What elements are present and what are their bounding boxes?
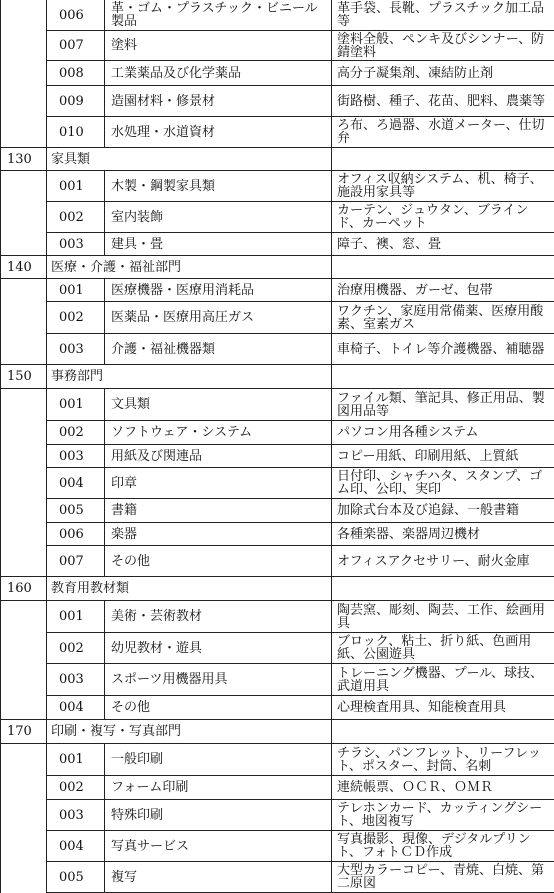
item-description: 心理検査用具、知能検査用具 <box>332 696 554 720</box>
gutter-cell <box>1 389 47 421</box>
item-row <box>1 389 554 421</box>
item-name: フォーム印刷 <box>105 776 332 800</box>
item-row <box>1 279 554 302</box>
gutter-cell <box>1 601 47 633</box>
category-row <box>1 577 554 601</box>
gutter-cell <box>1 279 47 302</box>
gutter-cell <box>1 633 47 664</box>
gutter-cell <box>1 445 47 468</box>
gutter-cell <box>1 696 47 720</box>
gutter-cell <box>1 744 47 776</box>
category-name: 事務部門 <box>47 365 332 389</box>
gutter-cell <box>1 421 47 445</box>
item-row <box>1 31 554 61</box>
item-row <box>1 546 554 577</box>
gutter-cell <box>1 61 47 86</box>
item-row <box>1 862 554 893</box>
item-row <box>1 302 554 334</box>
item-row <box>1 468 554 499</box>
item-name: 用紙及び関連品 <box>105 445 332 468</box>
item-code: 003 <box>47 334 105 365</box>
item-description: 日付印、シャチハタ、スタンプ、ゴム印、公印、実印 <box>332 468 554 499</box>
item-description: テレホンカード、カッティングシート、地図複写 <box>332 800 554 831</box>
item-code: 004 <box>47 468 105 499</box>
item-code: 006 <box>47 0 105 31</box>
category-desc-cell <box>332 148 554 171</box>
item-row <box>1 776 554 800</box>
item-row <box>1 171 554 202</box>
gutter-cell <box>1 468 47 499</box>
gutter-cell <box>1 233 47 256</box>
item-description: ろ布、ろ過器、水道メーター、仕切弁 <box>332 117 554 148</box>
item-name: 介護・福祉機器類 <box>105 334 332 365</box>
item-row <box>1 499 554 523</box>
gutter-cell <box>1 862 47 893</box>
item-description: パソコン用各種システム <box>332 421 554 445</box>
category-row <box>1 720 554 744</box>
item-name: ソフトウェア・システム <box>105 421 332 445</box>
gutter-cell <box>1 202 47 233</box>
category-code: 140 <box>1 256 47 279</box>
category-table-body <box>1 0 554 893</box>
item-description: オフィスアクセサリー、耐火金庫 <box>332 546 554 577</box>
item-code: 001 <box>47 279 105 302</box>
item-description: 高分子凝集剤、凍結防止剤 <box>332 61 554 86</box>
category-desc-cell <box>332 256 554 279</box>
item-code: 007 <box>47 546 105 577</box>
item-name: 医療機器・医療用消耗品 <box>105 279 332 302</box>
item-description: 車椅子、トイレ等介護機器、補聴器 <box>332 334 554 365</box>
item-code: 001 <box>47 389 105 421</box>
item-description: 街路樹、種子、花苗、肥料、農薬等 <box>332 86 554 117</box>
item-description: 連続帳票、ＯＣＲ、ＯＭＲ <box>332 776 554 800</box>
gutter-cell <box>1 302 47 334</box>
item-name: 木製・鋼製家具類 <box>105 171 332 202</box>
category-name: 家具類 <box>47 148 332 171</box>
category-desc-cell <box>332 577 554 601</box>
item-code: 002 <box>47 776 105 800</box>
item-row <box>1 117 554 148</box>
item-name: 造園材料・修景材 <box>105 86 332 117</box>
item-description: ワクチン、家庭用常備薬、医療用酸素、室素ガス <box>332 302 554 334</box>
item-name: その他 <box>105 546 332 577</box>
item-name: 水処理・水道資材 <box>105 117 332 148</box>
item-name: 印章 <box>105 468 332 499</box>
item-row <box>1 86 554 117</box>
item-code: 006 <box>47 523 105 546</box>
item-code: 001 <box>47 601 105 633</box>
item-row <box>1 0 554 31</box>
item-code: 004 <box>47 696 105 720</box>
item-row <box>1 831 554 862</box>
category-row <box>1 256 554 279</box>
item-name: 室内装飾 <box>105 202 332 233</box>
item-row <box>1 664 554 696</box>
gutter-cell <box>1 0 47 31</box>
category-code: 130 <box>1 148 47 171</box>
item-row <box>1 421 554 445</box>
item-description: オフィス収納システム、机、椅子、施設用家具等 <box>332 171 554 202</box>
item-row <box>1 633 554 664</box>
item-code: 005 <box>47 499 105 523</box>
item-code: 003 <box>47 664 105 696</box>
gutter-cell <box>1 546 47 577</box>
category-code: 160 <box>1 577 47 601</box>
item-code: 001 <box>47 744 105 776</box>
item-name: 一般印刷 <box>105 744 332 776</box>
item-code: 001 <box>47 171 105 202</box>
gutter-cell <box>1 499 47 523</box>
item-name: 建具・畳 <box>105 233 332 256</box>
item-row <box>1 334 554 365</box>
item-row <box>1 202 554 233</box>
item-description: 大型カラーコピー、青焼、白焼、第二原図 <box>332 862 554 893</box>
gutter-cell <box>1 171 47 202</box>
category-desc-cell <box>332 720 554 744</box>
gutter-cell <box>1 31 47 61</box>
item-name: 美術・芸術教材 <box>105 601 332 633</box>
gutter-cell <box>1 800 47 831</box>
item-description: 治療用機器、ガーゼ、包帯 <box>332 279 554 302</box>
item-code: 003 <box>47 800 105 831</box>
category-row <box>1 148 554 171</box>
category-code: 170 <box>1 720 47 744</box>
item-row <box>1 800 554 831</box>
item-description: 各種楽器、楽器周辺機材 <box>332 523 554 546</box>
gutter-cell <box>1 117 47 148</box>
category-name: 教育用教材類 <box>47 577 332 601</box>
item-name: 書籍 <box>105 499 332 523</box>
item-name: 特殊印刷 <box>105 800 332 831</box>
item-description: 障子、襖、窓、畳 <box>332 233 554 256</box>
gutter-cell <box>1 334 47 365</box>
item-name: 革・ゴム・プラスチック・ビニール製品 <box>105 0 332 31</box>
gutter-cell <box>1 86 47 117</box>
item-description: カーテン、ジュウタン、ブラインド、カーペット <box>332 202 554 233</box>
item-description: 革手袋、長靴、プラスチック加工品等 <box>332 0 554 31</box>
gutter-cell <box>1 523 47 546</box>
item-code: 003 <box>47 445 105 468</box>
item-description: コピー用紙、印刷用紙、上質紙 <box>332 445 554 468</box>
item-row <box>1 601 554 633</box>
item-code: 003 <box>47 233 105 256</box>
item-name: 複写 <box>105 862 332 893</box>
item-name: 文具類 <box>105 389 332 421</box>
item-code: 002 <box>47 202 105 233</box>
item-name: 幼児教材・遊具 <box>105 633 332 664</box>
item-code: 008 <box>47 61 105 86</box>
item-code: 010 <box>47 117 105 148</box>
gutter-cell <box>1 664 47 696</box>
item-code: 005 <box>47 862 105 893</box>
category-desc-cell <box>332 365 554 389</box>
item-code: 002 <box>47 633 105 664</box>
category-name: 医療・介護・福祉部門 <box>47 256 332 279</box>
item-description: ファイル類、筆記具、修正用品、製図用品等 <box>332 389 554 421</box>
item-description: 加除式台本及び追録、一般書籍 <box>332 499 554 523</box>
item-description: 塗料全般、ペンキ及びシンナー、防錆塗料 <box>332 31 554 61</box>
item-name: その他 <box>105 696 332 720</box>
item-row <box>1 523 554 546</box>
item-name: 医薬品・医療用高圧ガス <box>105 302 332 334</box>
item-name: スポーツ用機器用具 <box>105 664 332 696</box>
item-code: 002 <box>47 302 105 334</box>
item-code: 009 <box>47 86 105 117</box>
gutter-cell <box>1 831 47 862</box>
item-row <box>1 744 554 776</box>
item-code: 007 <box>47 31 105 61</box>
item-row <box>1 233 554 256</box>
item-description: 写真撮影、現像、デジタルプリント、フォトＣＤ作成 <box>332 831 554 862</box>
item-name: 写真サービス <box>105 831 332 862</box>
item-name: 塗料 <box>105 31 332 61</box>
category-code: 150 <box>1 365 47 389</box>
gutter-cell <box>1 776 47 800</box>
category-name: 印刷・複写・写真部門 <box>47 720 332 744</box>
item-code: 004 <box>47 831 105 862</box>
item-row <box>1 61 554 86</box>
category-row <box>1 365 554 389</box>
item-row <box>1 445 554 468</box>
item-description: チラシ、パンフレット、リーフレット、ポスター、封筒、名刺 <box>332 744 554 776</box>
item-name: 工業薬品及び化学薬品 <box>105 61 332 86</box>
item-description: トレーニング機器、プール、球技、武道用具 <box>332 664 554 696</box>
item-description: ブロック、粘土、折り紙、色画用紙、公園遊具 <box>332 633 554 664</box>
item-description: 陶芸窯、彫刻、陶芸、工作、絵画用具 <box>332 601 554 633</box>
item-name: 楽器 <box>105 523 332 546</box>
item-code: 002 <box>47 421 105 445</box>
item-row <box>1 696 554 720</box>
